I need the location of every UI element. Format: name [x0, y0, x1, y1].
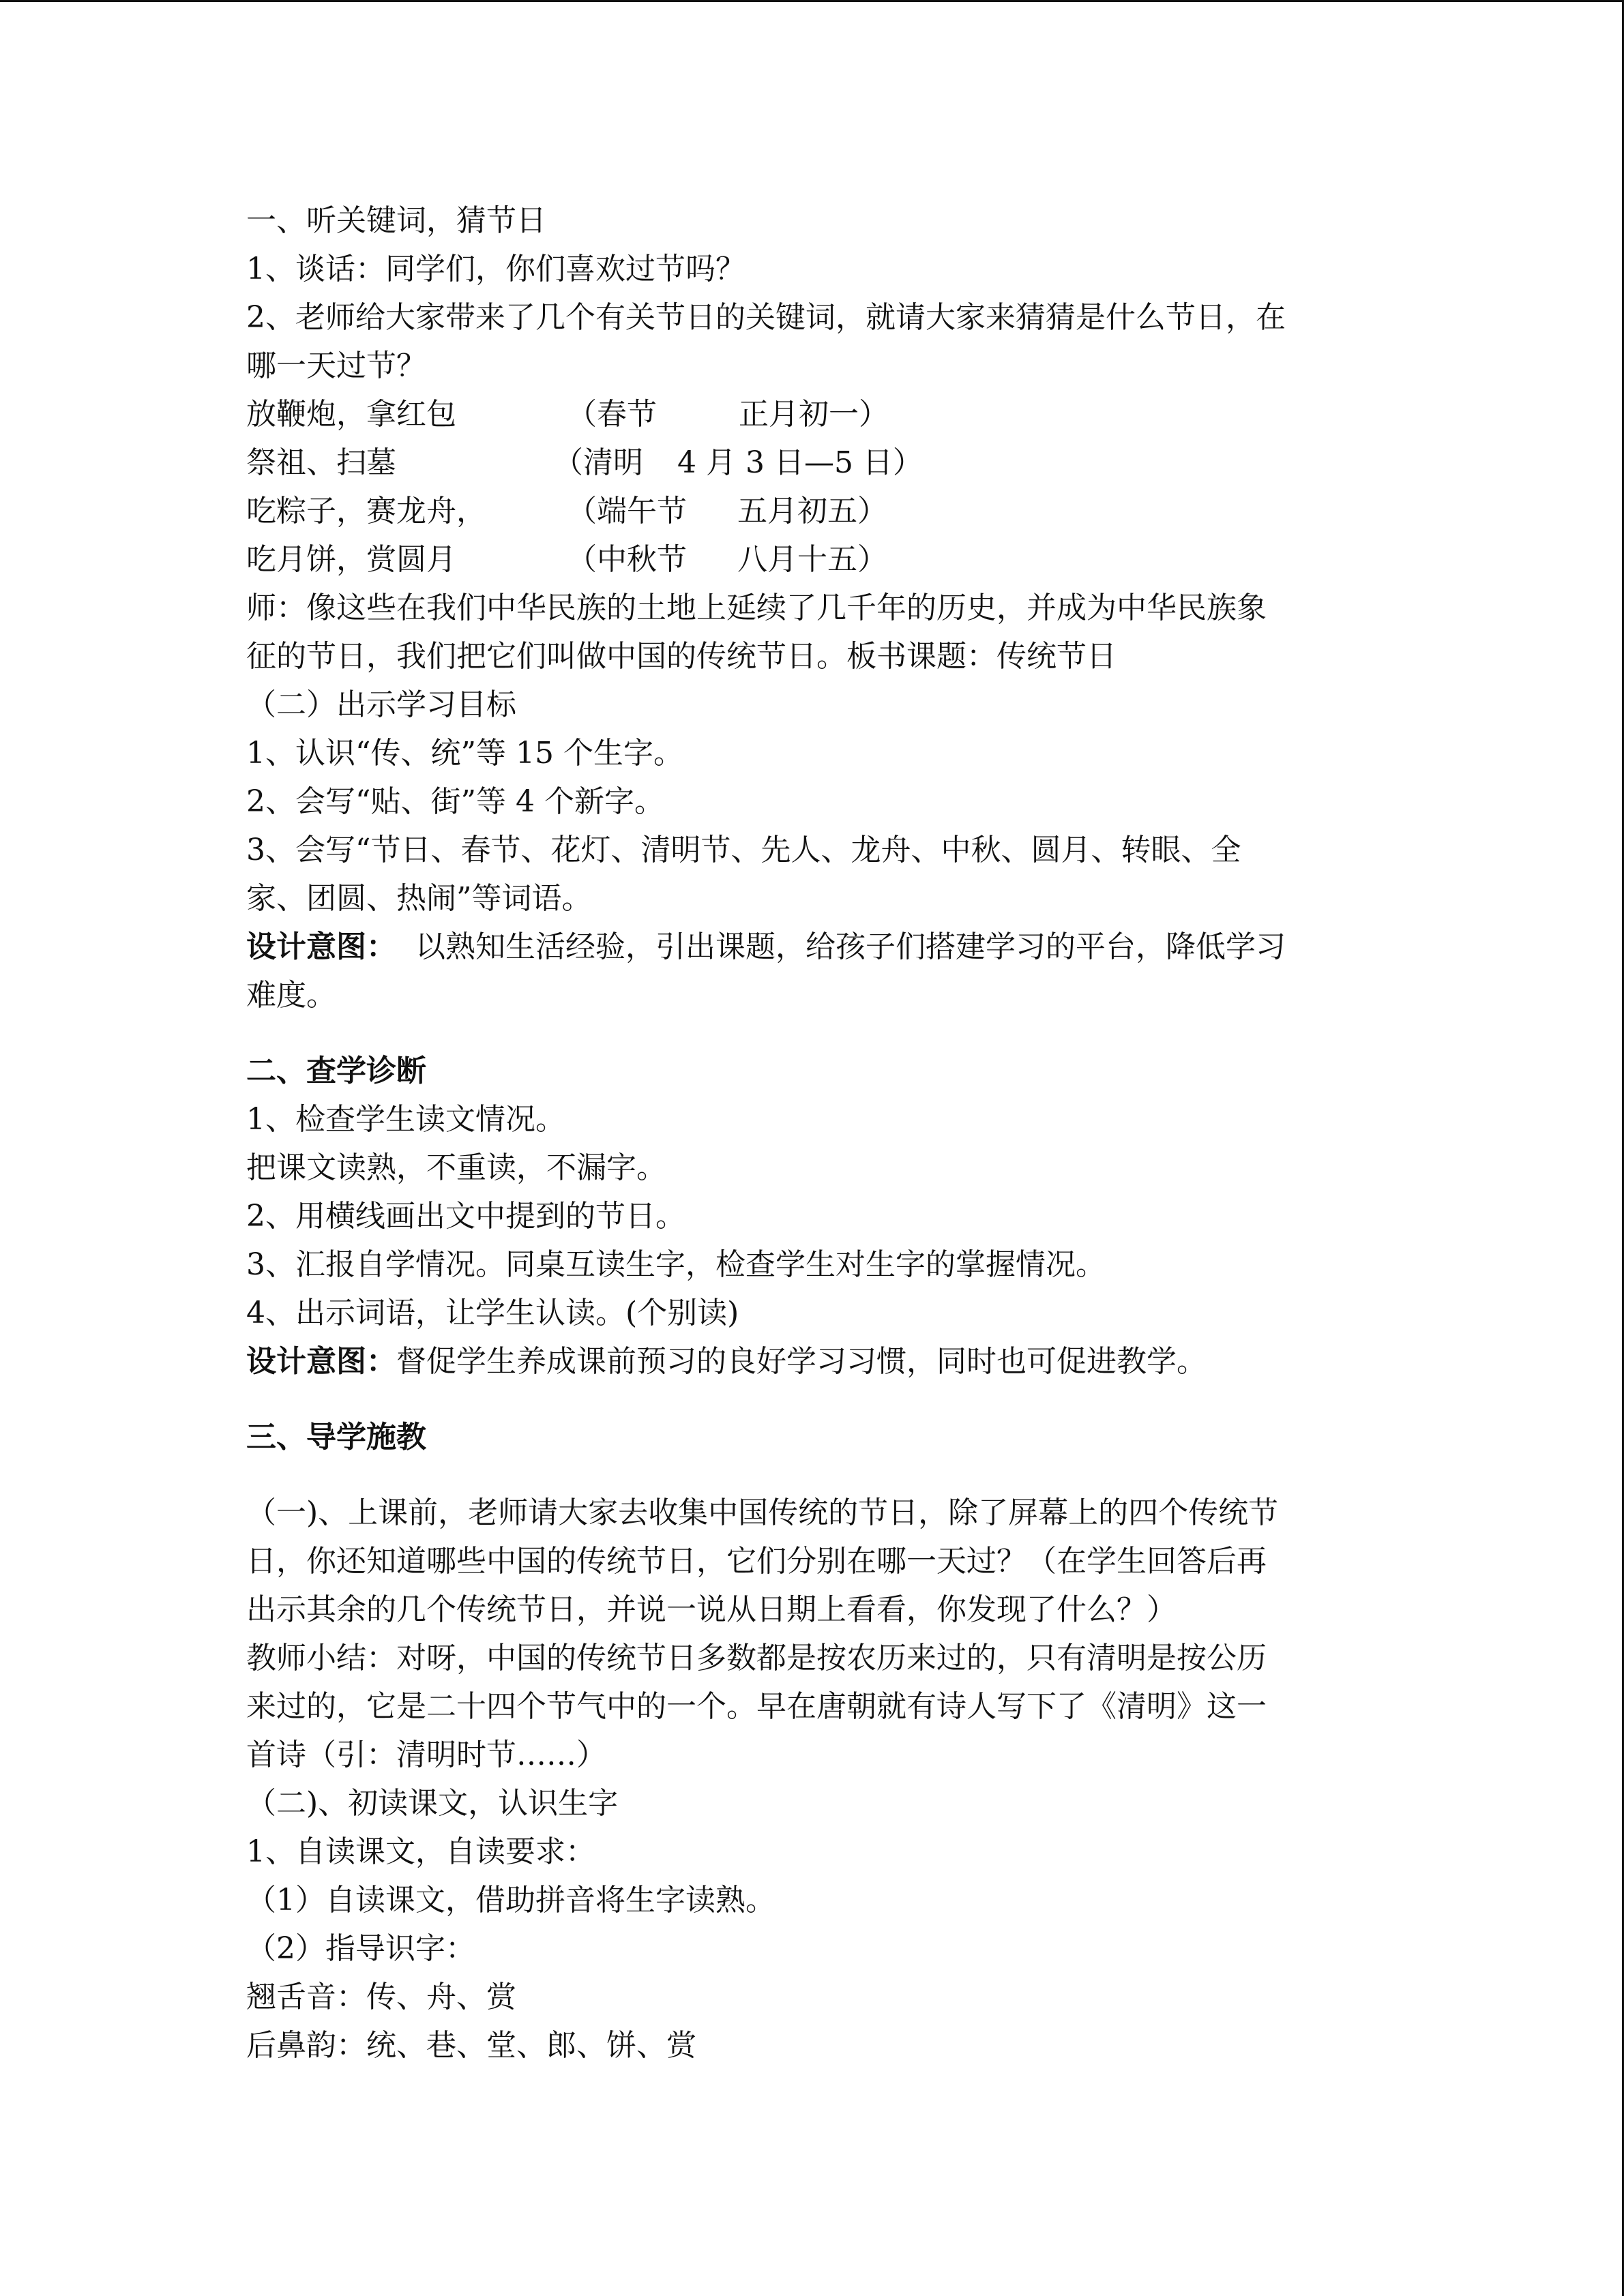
para1-line3: 出示其余的几个传统节日，并说一说从日期上看看，你发现了什么？） — [246, 1592, 1177, 1627]
festival-row — [246, 487, 1378, 535]
festival-keywords: 祭祖、扫墓 — [246, 445, 396, 480]
goals-title: （二）出示学习目标 — [246, 687, 516, 722]
read-item-1b: （2）指导识字： — [246, 1931, 475, 1966]
goal-1: 1、认识“传、统”等 15 个生字。 — [246, 736, 683, 771]
check-item-3: 3、汇报自学情况。同桌互读生字，检查学生对生字的掌握情况。 — [246, 1247, 1106, 1282]
design-intent-text: 督促学生养成课前预习的良好学习习惯，同时也可促进教学。 — [396, 1344, 1207, 1379]
goal-3-line2: 家、团圆、热闹”等词语。 — [246, 881, 592, 916]
festival-row — [246, 390, 1378, 438]
festival-name: （端午节 — [567, 494, 687, 528]
festival-date: 五月初五） — [737, 494, 887, 528]
design-intent-label: 设计意图： — [246, 1344, 396, 1379]
read-item-1a: （1）自读课文，借助拼音将生字读熟。 — [246, 1883, 776, 1918]
para1-line2: 日，你还知道哪些中国的传统节日，它们分别在哪一天过？（在学生回答后再 — [246, 1544, 1267, 1579]
festival-row — [246, 438, 1378, 487]
check-item-1-note: 把课文读熟，不重读，不漏字。 — [246, 1150, 666, 1185]
design-intent-1-line2: 难度。 — [246, 978, 336, 1013]
design-intent-1 — [246, 923, 1378, 971]
festival-keywords: 放鞭炮，拿红包 — [246, 397, 456, 432]
design-intent-2 — [246, 1337, 1378, 1386]
summary-line1: 教师小结：对呀，中国的传统节日多数都是按农历来过的，只有清明是按公历 — [246, 1641, 1267, 1675]
festival-date: 正月初一） — [739, 397, 889, 432]
teacher-line2: 征的节日，我们把它们叫做中国的传统节日。板书课题：传统节日 — [246, 639, 1117, 674]
check-item-4: 4、出示词语，让学生认读。(个别读) — [246, 1296, 739, 1330]
summary-line2: 来过的，它是二十四个节气中的一个。早在唐朝就有诗人写下了《清明》这一 — [246, 1689, 1267, 1724]
section3-title: 三、导学施教 — [246, 1420, 426, 1455]
festival-row — [246, 535, 1378, 584]
check-item-1: 1、检查学生读文情况。 — [246, 1102, 565, 1137]
festival-keywords: 吃月饼，赏圆月 — [246, 542, 456, 577]
talk-line: 1、谈话：同学们，你们喜欢过节吗？ — [246, 252, 745, 286]
section2-title: 二、查学诊断 — [246, 1054, 426, 1088]
document-body — [246, 196, 1378, 2070]
festival-name: （中秋节 — [567, 542, 687, 577]
design-intent-text: 以熟知生活经验，引出课题，给孩子们搭建学习的平台，降低学习 — [396, 929, 1286, 964]
read-item-1: 1、自读课文，自读要求： — [246, 1834, 595, 1869]
question2-line1: 2、老师给大家带来了几个有关节日的关键词，就请大家来猜猜是什么节日，在 — [246, 300, 1286, 335]
retroflex-line: 翘舌音：传、舟、赏 — [246, 1980, 516, 2014]
section1-title: 一、听关键词，猜节日 — [246, 203, 546, 238]
design-intent-label: 设计意图： — [246, 929, 396, 964]
para1-line1: （一)、上课前，老师请大家去收集中国传统的节日，除了屏幕上的四个传统节 — [246, 1495, 1279, 1530]
goal-2: 2、会写“贴、街”等 4 个新字。 — [246, 784, 664, 819]
festival-date: 八月十五） — [737, 542, 887, 577]
festival-name: （春节 — [567, 397, 657, 432]
festival-keywords: 吃粽子，赛龙舟， — [246, 494, 486, 528]
question2-line2: 哪一天过节？ — [246, 348, 426, 383]
festival-name: （清明 — [553, 445, 643, 480]
teacher-line1: 师：像这些在我们中华民族的土地上延续了几千年的历史，并成为中华民族象 — [246, 591, 1267, 625]
check-item-2: 2、用横线画出文中提到的节日。 — [246, 1199, 685, 1234]
page-border-top — [0, 0, 1624, 2]
summary-line3: 首诗（引：清明时节……） — [246, 1738, 606, 1772]
back-nasal-line: 后鼻韵：统、巷、堂、郎、饼、赏 — [246, 2028, 696, 2063]
festival-date: 4 月 3 日—5 日） — [677, 445, 923, 480]
subsection2-title: （二)、初读课文，认识生字 — [246, 1786, 619, 1821]
goal-3-line1: 3、会写“节日、春节、花灯、清明节、先人、龙舟、中秋、圆月、转眼、全 — [246, 833, 1241, 867]
